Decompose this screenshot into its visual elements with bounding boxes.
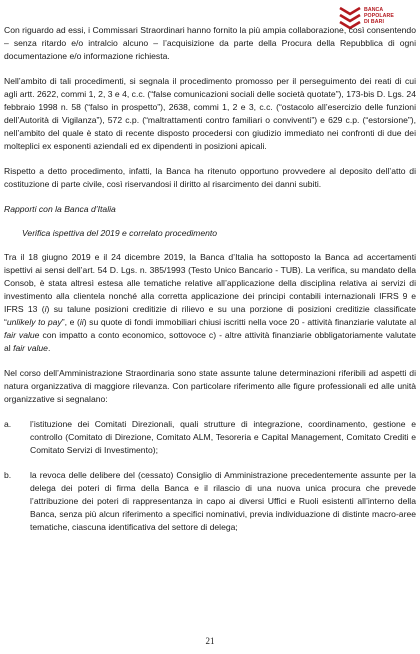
- logo-line-3: DI BARI: [364, 19, 385, 25]
- list-item-text: la revoca delle delibere del (cessato) Consiglio di Amministrazione precedentemente assunte per la delega dei poteri di firma della Banca e il rilascio di una nuova unica procura che prevede l’attribuzione dei poteri di rappresentanza in capo ai diversi Uffici e Ruoli esistenti all’interno della Banca, senza più alcun riferimento a specifici nominativi, previa individuazione di distinte macro-aree tematiche, ciascuna identificativa del settore di delega;: [30, 470, 416, 532]
- paragraph-4-roman-ii: ii: [79, 317, 84, 327]
- paragraph-4-roman-i: i: [44, 304, 47, 314]
- paragraph-4-part-b: ) su talune posizioni creditizie di rilievo e su una porzione di posizioni creditizie classificate “: [4, 304, 416, 327]
- paragraph-4-fair-value-1: fair value: [4, 330, 40, 340]
- logo-line-1: BANCA: [364, 7, 384, 13]
- organizational-list: [4, 418, 416, 534]
- list-marker: a.: [4, 419, 12, 429]
- paragraph-4-part-c: ”, e (: [61, 317, 80, 327]
- page-number: 21: [205, 636, 215, 646]
- body-text: [4, 24, 416, 546]
- paragraph-4-part-d: ) su quote di fondi immobiliari chiusi iscritti nella voce 20 - attività finanziarie valutate al: [83, 317, 416, 327]
- paragraph-4-fair-value-2: fair value: [13, 343, 48, 353]
- paragraph-4-part-f: .: [47, 343, 51, 353]
- list-marker: b.: [4, 470, 12, 480]
- paragraph-1: Con riguardo ad essi, i Commissari Straordinari hanno fornito la più ampia collaborazione, così consentendo – senza ritardo e/o intralcio alcuno – l’acquisizione da parte della Procura della Repubblica di ogni documentazione e/o informazione richiesta.: [4, 25, 416, 61]
- paragraph-2: Nell’ambito di tali procedimenti, si segnala il procedimento promosso per il perseguimento dei reati di cui agli artt. 2622, commi 1, 2, 3 e 4, c.c. (“false comunicazioni sociali delle società quotate”), 173-bis D. Lgs. 24 febbraio 1998 n. 58 (“falso in prospetto”), 2638, commi 1, 2 e 3, c.c. (“ostacolo all’esercizio delle funzioni dell’Autorità di Vigilanza”), 572 c.p. (“maltrattamenti contro familiari o conviventi”) e 629 c.p. (“estorsione”), nell’ambito del quale è stato di recente disposto procedersi con giudizio immediato nei confronti di due dei molteplici ex esponenti aziendali ed ex dipendenti in posizioni apicali.: [4, 76, 416, 151]
- paragraph-4: [4, 251, 416, 355]
- list-item: [4, 418, 416, 457]
- logo-wordmark: [364, 7, 416, 25]
- section-heading: Rapporti con la Banca d’Italia: [4, 204, 116, 214]
- section-subheading: Verifica ispettiva del 2019 e correlato procedimento: [22, 228, 218, 238]
- list-item-text: l’istituzione dei Comitati Direzionali, quali strutture di integrazione, coordinamento, gestione e controllo (Comitato di Direzione, Comitato ALM, Tesoreria e Capital Management, Comitato Crediti e Comitato Servizi di Investimento);: [30, 419, 416, 455]
- paragraph-4-unlikely-to-pay: unlikely to pay: [6, 317, 62, 327]
- paragraph-4-part-e: con impatto a conto economico, sottovoce c) - altre attività finanziarie obbligatoriamente valutate al: [4, 330, 416, 353]
- logo-line-2: POPOLARE: [364, 13, 394, 19]
- list-item: [4, 469, 416, 534]
- paragraph-3: Rispetto a detto procedimento, infatti, la Banca ha ritenuto opportuno provvedere al deposito dell’atto di costituzione di parte civile, così riservandosi il diritto al risarcimento dei danni subiti.: [4, 166, 416, 189]
- paragraph-5: Nel corso dell’Amministrazione Straordinaria sono state assunte talune determinazioni riferibili ad aspetti di natura organizzativa di maggiore rilevanza. Con particolare riferimento alle figure professionali ed alle unità organizzative si segnalano:: [4, 368, 416, 404]
- paragraph-4-part-a: Tra il 18 giugno 2019 e il 24 dicembre 2019, la Banca d’Italia ha sottoposto la Banca ad accertamenti ispettivi ai sensi dell’art. 54 D. Lgs. n. 385/1993 (Testo Unico Bancario - TUB). La verifica, su mandato della Consob, è stata altresì estesa alle tematiche relative all’applicazione della disciplina relativa ai servizi di investimento alla clientela nonché alla corretta applicazione dei principi contabili internazionali IFRS 9 e IFRS 13 (: [4, 252, 416, 314]
